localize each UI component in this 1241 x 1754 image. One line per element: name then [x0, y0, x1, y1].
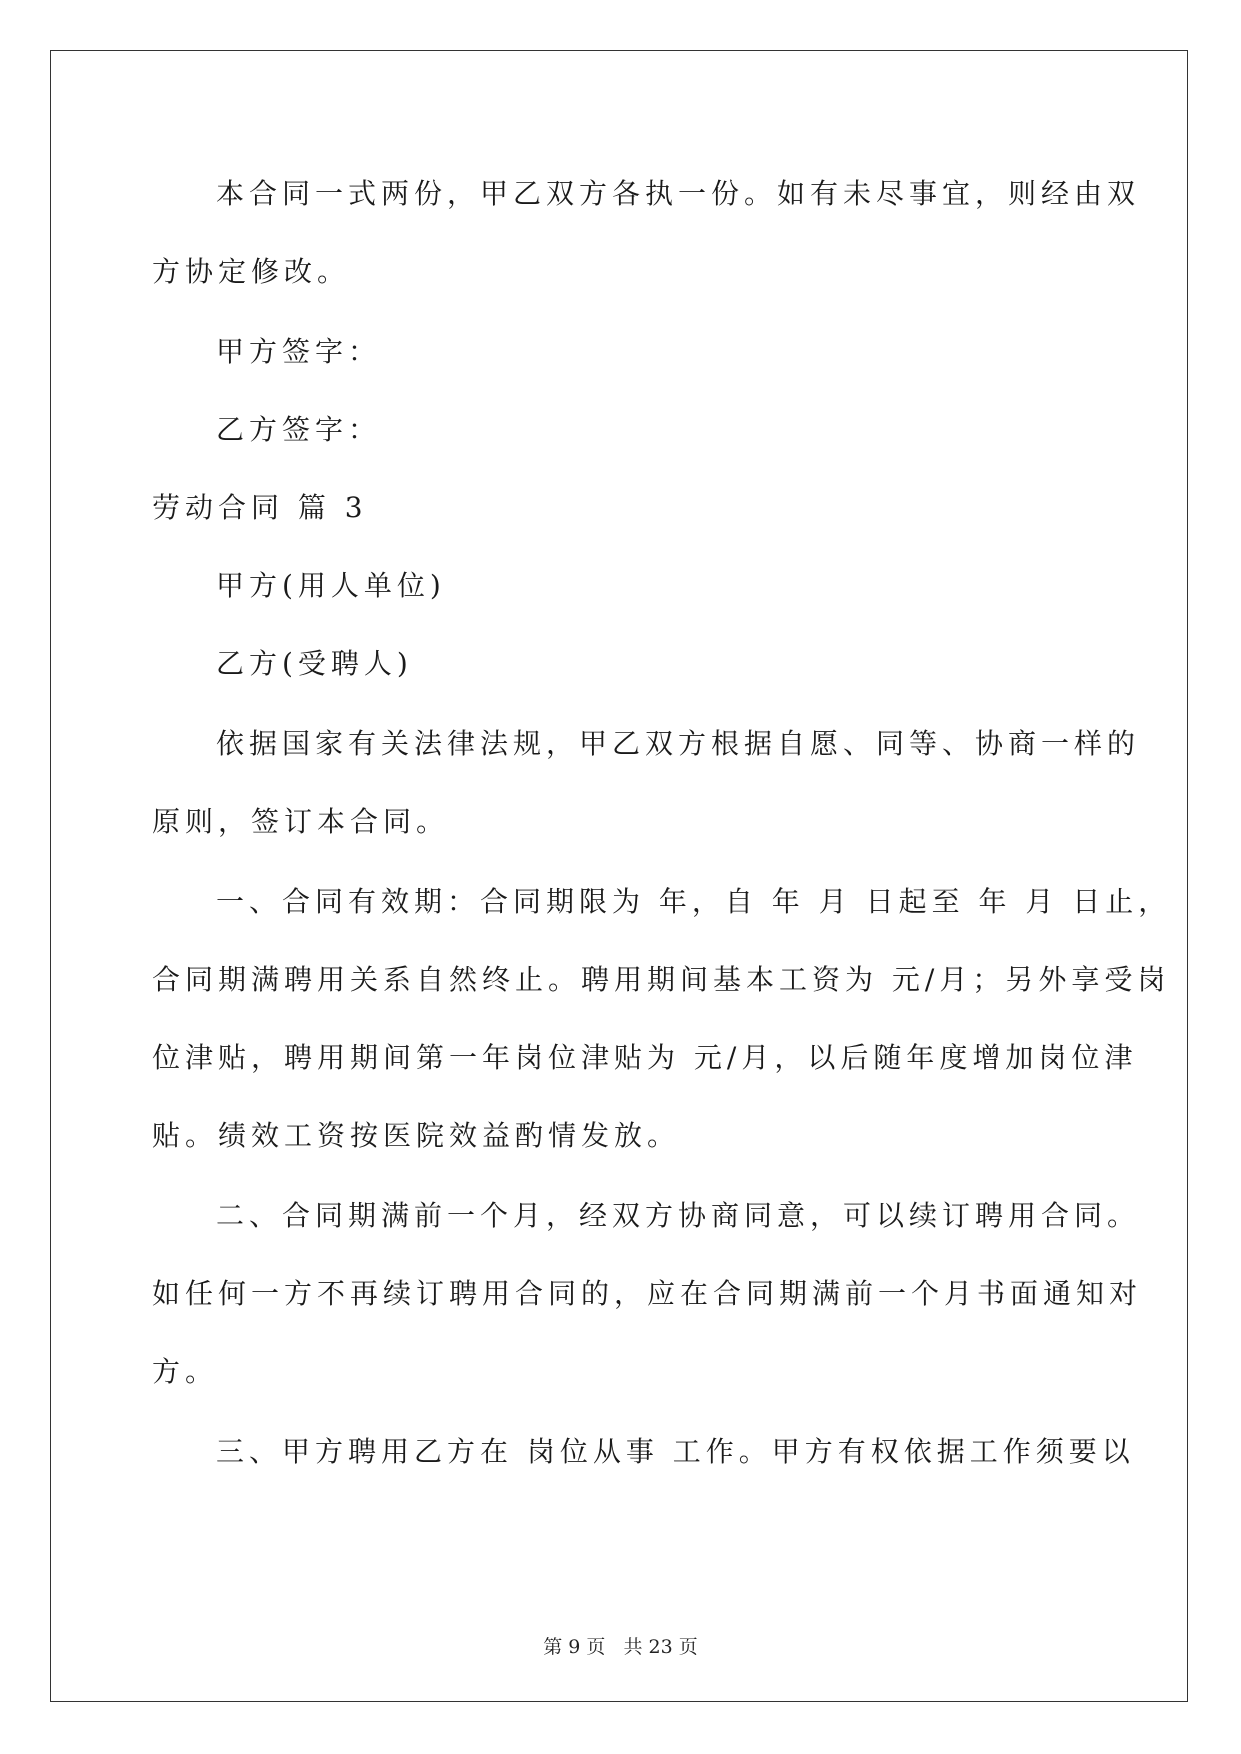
party-b-signature-label: 乙方签字： — [216, 413, 382, 446]
paragraph-line: 位津贴，聘用期间第一年岗位津贴为 元/月，以后随年度增加岗位津 — [152, 1041, 1138, 1074]
paragraph-line: 方。 — [152, 1355, 219, 1388]
party-b-label: 乙方(受聘人) — [216, 647, 413, 680]
paragraph-line: 如任何一方不再续订聘用合同的，应在合同期满前一个月书面通知对 — [152, 1277, 1143, 1310]
paragraph-line: 本合同一式两份，甲乙双方各执一份。如有未尽事宜，则经由双 — [216, 177, 1141, 210]
paragraph-line: 二、合同期满前一个月，经双方协商同意，可以续订聘用合同。 — [216, 1199, 1141, 1232]
paragraph-line: 三、甲方聘用乙方在 岗位从事 工作。甲方有权依据工作须要以 — [216, 1435, 1135, 1468]
paragraph-line: 贴。绩效工资按医院效益酌情发放。 — [152, 1119, 681, 1152]
page-number: 第 9 页 — [543, 1636, 606, 1658]
page-footer — [0, 1632, 1241, 1659]
section-heading: 劳动合同 篇 3 — [152, 491, 368, 524]
paragraph-line: 原则，签订本合同。 — [152, 805, 450, 838]
paragraph-line: 依据国家有关法律法规，甲乙双方根据自愿、同等、协商一样的 — [216, 727, 1141, 760]
page-total: 共 23 页 — [623, 1636, 698, 1658]
paragraph-line: 合同期满聘用关系自然终止。聘用期间基本工资为 元/月；另外享受岗 — [152, 963, 1171, 996]
party-a-signature-label: 甲方签字： — [216, 335, 382, 368]
party-a-label: 甲方(用人单位) — [216, 569, 446, 602]
paragraph-line: 方协定修改。 — [152, 255, 351, 288]
paragraph-line: 一、合同有效期：合同期限为 年，自 年 月 日起至 年 月 日止， — [216, 885, 1172, 918]
